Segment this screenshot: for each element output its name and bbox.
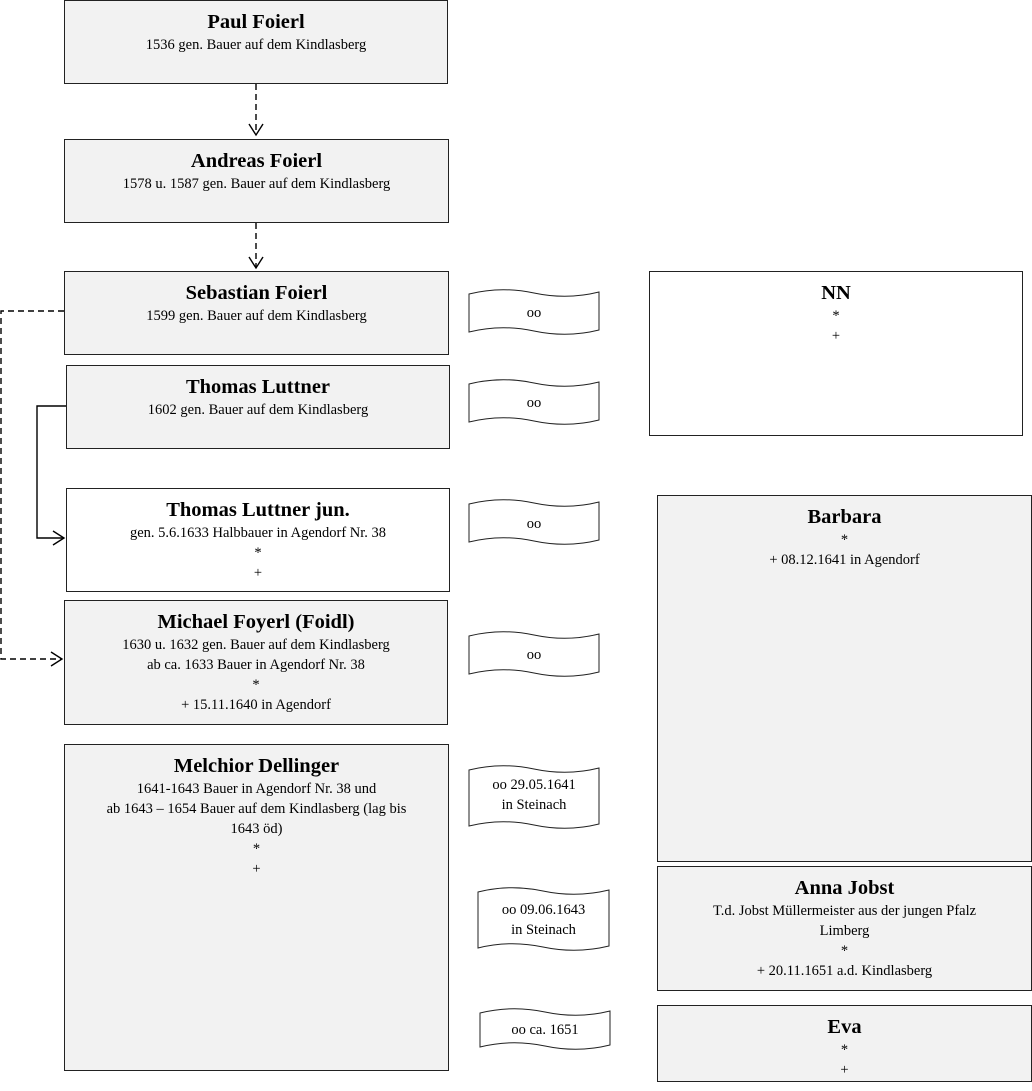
marriage-banner-3 [468, 498, 600, 548]
person-detail: 1641-1643 Bauer in Agendorf Nr. 38 und [136, 781, 377, 797]
person-name: Barbara [807, 506, 882, 528]
person-michael-foyerl[interactable] [64, 600, 448, 725]
person-detail: Limberg [819, 923, 870, 939]
person-barbara[interactable] [657, 495, 1032, 862]
marriage-banner-4 [468, 630, 600, 680]
person-death: + 20.11.1651 a.d. Kindlasberg [756, 963, 933, 979]
person-detail: ab 1643 – 1654 Bauer auf dem Kindlasberg (lag bis [106, 801, 407, 817]
marriage-banner-5 [468, 764, 600, 832]
marriage-text: oo [526, 395, 542, 411]
descent-arrow-sebastian-michael [1, 311, 64, 659]
person-name: Thomas Luttner [185, 376, 331, 398]
person-detail: 1602 gen. Bauer auf dem Kindlasberg [147, 402, 369, 418]
person-birth: * [254, 545, 262, 561]
person-melchior-dellinger[interactable] [64, 744, 449, 1071]
person-detail: gen. 5.6.1633 Halbbauer in Agendorf Nr. 38 [129, 525, 387, 541]
person-sebastian-foierl[interactable] [64, 271, 449, 355]
marriage-place: in Steinach [511, 922, 576, 938]
person-name: NN [821, 282, 851, 304]
marriage-banner-1 [468, 288, 600, 338]
person-anna-jobst[interactable] [657, 866, 1032, 991]
marriage-banner-7 [479, 1007, 611, 1053]
descent-arrow-thomas-thomasjun [37, 406, 66, 538]
person-detail: 1536 gen. Bauer auf dem Kindlasberg [145, 37, 367, 53]
person-death: + [840, 1062, 849, 1078]
person-name: Anna Jobst [794, 877, 895, 899]
person-detail: 1643 öd) [230, 821, 283, 837]
person-name: Paul Foierl [207, 11, 305, 33]
person-name: Sebastian Foierl [185, 282, 328, 304]
person-death: + [252, 861, 261, 877]
person-birth: * [840, 943, 849, 959]
marriage-text: oo [526, 516, 542, 532]
person-death: + 15.11.1640 in Agendorf [181, 697, 331, 713]
marriage-text: oo ca. 1651 [511, 1022, 579, 1038]
person-detail: 1599 gen. Bauer auf dem Kindlasberg [146, 308, 367, 324]
person-name: Eva [827, 1016, 862, 1038]
person-andreas-foierl[interactable] [64, 139, 449, 223]
person-detail: T.d. Jobst Müllermeister aus der jungen Pfalz [712, 903, 977, 919]
person-birth: * [252, 677, 260, 693]
person-death: + [831, 328, 841, 344]
person-thomas-luttner[interactable] [66, 365, 450, 449]
person-detail: 1630 u. 1632 gen. Bauer auf dem Kindlasberg [122, 637, 390, 653]
marriage-text: oo 09.06.1643 [501, 902, 586, 918]
person-name: Thomas Luttner jun. [166, 499, 350, 521]
person-birth: * [840, 1042, 849, 1058]
marriage-text: oo 29.05.1641 [492, 777, 576, 793]
person-detail: ab ca. 1633 Bauer in Agendorf Nr. 38 [147, 657, 365, 673]
person-name: Melchior Dellinger [173, 755, 340, 777]
person-detail: 1578 u. 1587 gen. Bauer auf dem Kindlasberg [122, 176, 391, 192]
person-nn[interactable] [649, 271, 1023, 436]
person-paul-foierl[interactable] [64, 0, 448, 84]
person-birth: * [832, 308, 840, 324]
person-name: Michael Foyerl (Foidl) [157, 611, 355, 633]
person-death: + 08.12.1641 in Agendorf [769, 552, 920, 568]
person-birth: * [840, 532, 849, 548]
person-name: Andreas Foierl [190, 150, 323, 172]
marriage-banner-2 [468, 378, 600, 428]
marriage-place: in Steinach [501, 797, 567, 813]
marriage-text: oo [526, 305, 542, 321]
person-death: + [253, 565, 263, 581]
person-birth: * [252, 841, 261, 857]
marriage-text: oo [526, 647, 542, 663]
marriage-banner-6 [477, 886, 610, 954]
person-eva[interactable] [657, 1005, 1032, 1082]
person-thomas-luttner-jun[interactable] [66, 488, 450, 592]
